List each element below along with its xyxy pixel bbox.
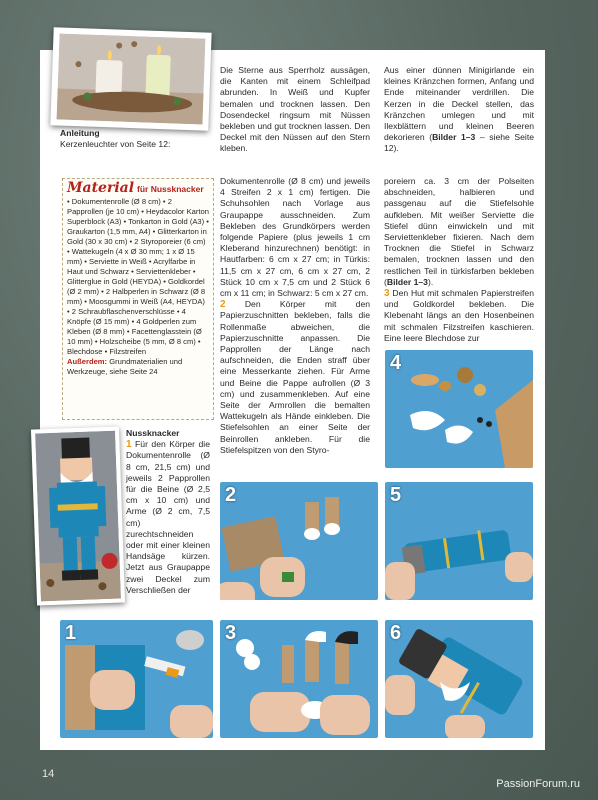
- photo-6-graphic: [385, 620, 533, 738]
- photo-step-6: [385, 620, 533, 738]
- page-number: 14: [42, 768, 55, 780]
- photo-5-graphic: [385, 482, 533, 600]
- material-list: • Dokumentenrolle (Ø 8 cm) • 2 Papprollen (je 10 cm) • Heydacolor Karton Superblock (A3) • Tonkarton in Gold (A3) • Graukarton (1,5 mm, A4) • Glitterkarton in Gold (30 x 30 cm) • 2 Styroporeier (6 cm) • Wattekugeln (4 x Ø 30 mm; 1 x Ø 15 mm) • Serviette in Weiß • Acrylfarbe in Haut und Schwarz • Serviettenkleber • Glitterglue in Gold (HEYDA) • Goldkordel (Ø 2 mm) • 2 Halbperlen in Schwarz (Ø 8 mm) • Moosgummi in Weiß (A4, HEYDA) • 2 Schraubflaschenverschlüsse • 4 Knöpfe (Ø 15 mm) • 4 Goldperlen zum Kleben (Ø 8 mm) • Facettenglasstein (Ø 10 mm) • Holzscheibe (5 mm, Ø 8 cm) • Blechdose • Filzstreifen: [67, 197, 209, 356]
- step3-number: 3: [384, 288, 390, 300]
- material-subtitle: für Nussknacker: [137, 184, 204, 194]
- candle-instructions: [220, 65, 370, 155]
- photo-step-3: [220, 620, 378, 738]
- step2-number: 2: [220, 299, 226, 311]
- col2-main: [220, 176, 370, 456]
- photo-1-number: 1: [65, 622, 77, 644]
- col3-text: poreiern ca. 3 cm der Polseiten abschneiden, halbieren und passgenau auf die Stiefelsohle aufkleben. Mit weißer Serviette die Stiefel dünn einwickeln und mit Serviettenkleber fixieren. Nach dem Trocknen die Stiefel in Schwarz bemalen, trocknen lassen und den restlichen Teil in türkisfarben bekleben (Bilder 1–3).: [384, 176, 534, 287]
- photo-step-2: [220, 482, 378, 600]
- step1-number: 1: [126, 439, 132, 451]
- step3-text: Den Hut mit schmalen Papierstreifen und Goldkordel bekleben. Die Klebenaht längs an den Hosenbeinen mit schmalen Filzstreifen kaschieren. Eine leere Blechdose zur: [384, 288, 534, 343]
- material-heading: [67, 180, 209, 196]
- nussknacker-heading: Nussknacker: [126, 428, 180, 438]
- photo-step-5: [385, 482, 533, 600]
- wreath-text: Aus einer dünnen Minigirlande ein kleines Kränzchen formen, Anfang und Ende miteinander verdrillen. Die Kerzen in die Deckel stellen, das Kränzchen umlegen und mit Ilexblättern und kleinen Beeren dekorieren (Bilder 1–3 – siehe Seite 12).: [384, 65, 534, 154]
- candle-photo: [50, 27, 211, 130]
- watermark: PassionForum.ru: [496, 778, 580, 790]
- nutcracker-photo: [31, 427, 125, 606]
- photo-3-number: 3: [225, 622, 237, 644]
- nussknacker-step1: [126, 428, 210, 596]
- material-title: Material: [67, 180, 135, 196]
- photo-step-1: [60, 620, 213, 738]
- nutcracker-photo-graphic: [35, 431, 121, 602]
- photo-4-number: 4: [390, 352, 402, 374]
- step1-text: Für den Körper die Dokumentenrolle (Ø 8 cm, 21,5 cm) und jeweils 2 Papprollen für die Beine (Ø 2,5 cm x 10 cm) und Arme (Ø 2 cm, 7,5 cm) zurechtschneiden oder mit einer kleinen Handsäge kürzen. Jetzt aus Graupappe zwei Deckel zum Verschließen der: [126, 439, 210, 595]
- material-box: [62, 178, 214, 420]
- photo-4-graphic: [385, 350, 533, 468]
- photo-2-number: 2: [225, 484, 237, 506]
- photo-6-number: 6: [390, 622, 402, 644]
- photo-2-graphic: [220, 482, 378, 600]
- candle-text: Die Sterne aus Sperrholz aussägen, die Kanten mit einem Schleifpad abrunden. In Weiß und Kupfer bemalen und trocknen lassen. Den Dosendeckel ringsum mit Nüssen bekleben und gut trocknen lassen. Den Deckel mit den Nüssen auf den Stern kleben.: [220, 65, 370, 154]
- wreath-instructions: [384, 65, 534, 155]
- intro-text: Kerzenleuchter von Seite 12:: [60, 139, 171, 150]
- intro-heading: Anleitung: [60, 128, 100, 138]
- col2-text: Dokumentenrolle (Ø 8 cm) und jeweils 4 Streifen 2 x 1 cm) fertigen. Die Schuhsohlen nach Vorlage aus Graupappe ausschneiden. Zum Bekleben des Grundkörpers werden folgende Papiere (plus jeweils 1 cm Kleberand hinzurechnen) benötigt: in Hautfarben: 6 cm x 27 cm; in Türkis: 11,5 cm x 27 cm, 6 cm x 27 cm, 2 Stück 10 cm x 7,5 cm und 2 Stück 6 cm x 11 cm; in Schwarz: 5 cm x 27 cm.: [220, 176, 370, 299]
- photo-step-4: [385, 350, 533, 468]
- photo-1-graphic: [60, 620, 213, 738]
- material-extra: Außerdem: Grundmaterialien und Werkzeuge, siehe Seite 24: [67, 357, 183, 376]
- magazine-page: [40, 50, 545, 750]
- photo-5-number: 5: [390, 484, 402, 506]
- candle-photo-graphic: [57, 33, 206, 124]
- photo-3-graphic: [220, 620, 378, 738]
- step2-text: Den Körper mit den Papierzuschnitten bekleben, falls die Rollenmaße abweichen, die Papierzuschnitte anpassen. Die Papprollen der Länge nach aufschneiden, die Enden straff über eine Messerkante ziehen. Für Arme und Beine die Pappe aufrollen (Ø 3 cm) und zusammenkleben. Auf eine Seite der Armrollen die bemalten Wattekugeln als Hände einkleben. Die Stiefelsohlen an einer Seite der Beinrollen ankleben. Für die Stiefelspitzen von den Styro-: [220, 299, 370, 455]
- intro-caption: [60, 128, 210, 150]
- col3-main: [384, 176, 534, 344]
